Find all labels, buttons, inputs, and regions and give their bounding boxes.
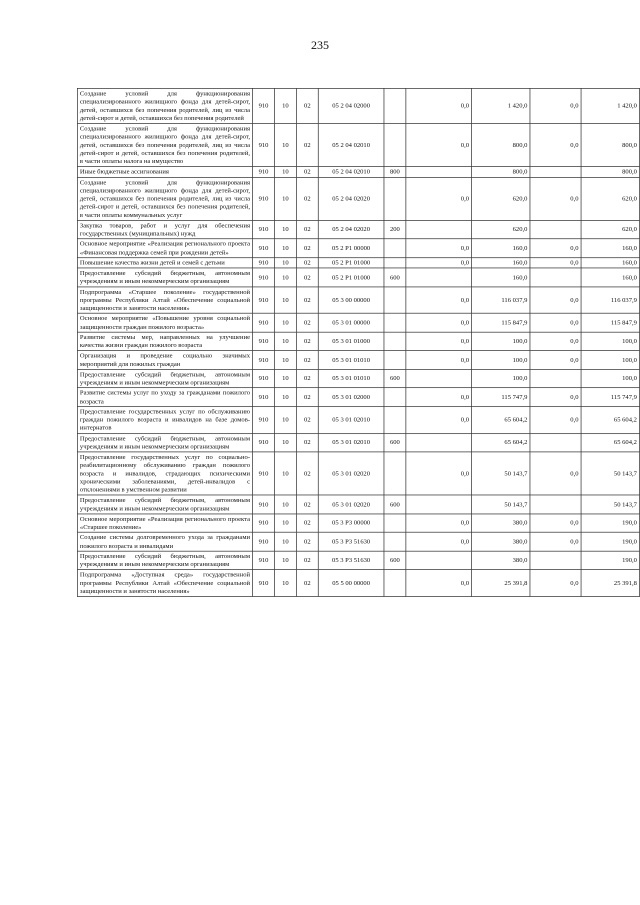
row-vr — [384, 258, 406, 268]
row-vr: 600 — [384, 369, 406, 388]
row-v1: 0,0 — [406, 406, 472, 433]
row-v4: 100,0 — [581, 369, 639, 388]
row-csr: 05 2 P1 00000 — [318, 239, 384, 258]
row-v4: 190,0 — [581, 551, 639, 570]
row-name: Иные бюджетные ассигнования — [77, 167, 252, 177]
row-pr: 02 — [296, 123, 318, 166]
row-rz: 10 — [274, 239, 296, 258]
row-v1: 0,0 — [406, 88, 472, 123]
row-csr: 05 3 01 02010 — [318, 406, 384, 433]
row-pr: 02 — [296, 495, 318, 514]
row-v2: 115 847,9 — [472, 313, 530, 332]
row-vr — [384, 313, 406, 332]
row-vr — [384, 570, 406, 597]
row-name: Подпрограмма «Доступная среда» государственной программы Республики Алтай «Обеспечение социальной защищенности и занятости населения» — [77, 570, 252, 597]
row-gr: 910 — [253, 452, 275, 495]
row-pr: 02 — [296, 433, 318, 452]
row-gr: 910 — [253, 351, 275, 370]
row-name: Развитие системы услуг по уходу за гражданами пожилого возраста — [77, 388, 252, 407]
row-gr: 910 — [253, 123, 275, 166]
row-name: Предоставление субсидий бюджетным, автономным учреждениям и иным некоммерческим организациям — [77, 433, 252, 452]
row-v2: 25 391,8 — [472, 570, 530, 597]
row-v4: 160,0 — [581, 268, 639, 287]
row-name: Предоставление субсидий бюджетным, автономным учреждениям и иным некоммерческим организациям — [77, 268, 252, 287]
row-vr: 200 — [384, 220, 406, 239]
row-v3: 0,0 — [530, 239, 581, 258]
row-v1: 0,0 — [406, 388, 472, 407]
row-rz: 10 — [274, 177, 296, 220]
table-row — [77, 258, 639, 268]
row-vr: 600 — [384, 495, 406, 514]
row-name: Предоставление субсидий бюджетным, автономным учреждениям и иным некоммерческим организациям — [77, 495, 252, 514]
row-v1: 0,0 — [406, 570, 472, 597]
row-gr: 910 — [253, 177, 275, 220]
row-csr: 05 2 04 02020 — [318, 220, 384, 239]
row-v3: 0,0 — [530, 388, 581, 407]
row-v3: 0,0 — [530, 514, 581, 533]
row-v1: 0,0 — [406, 532, 472, 551]
row-pr: 02 — [296, 287, 318, 314]
row-name: Предоставление субсидий бюджетным, автономным учреждениям и иным некоммерческим организациям — [77, 369, 252, 388]
row-rz: 10 — [274, 570, 296, 597]
row-v3 — [530, 495, 581, 514]
page-number: 235 — [311, 38, 329, 52]
row-csr: 05 5 00 00000 — [318, 570, 384, 597]
row-csr: 05 3 01 02020 — [318, 452, 384, 495]
table-row — [77, 88, 639, 123]
row-gr: 910 — [253, 406, 275, 433]
row-v4: 620,0 — [581, 220, 639, 239]
row-v3: 0,0 — [530, 532, 581, 551]
row-rz: 10 — [274, 532, 296, 551]
row-v3: 0,0 — [530, 332, 581, 351]
row-name: Закупка товаров, работ и услуг для обеспечения государственных (муниципальных) нужд — [77, 220, 252, 239]
row-name: Основное мероприятие «Повышение уровня социальной защищенности граждан пожилого возраста» — [77, 313, 252, 332]
row-gr: 910 — [253, 570, 275, 597]
row-csr: 05 2 04 02000 — [318, 88, 384, 123]
row-vr: 600 — [384, 551, 406, 570]
row-pr: 02 — [296, 167, 318, 177]
row-pr: 02 — [296, 570, 318, 597]
row-rz: 10 — [274, 433, 296, 452]
table-row — [77, 177, 639, 220]
row-v1 — [406, 369, 472, 388]
row-pr: 02 — [296, 88, 318, 123]
row-v1: 0,0 — [406, 452, 472, 495]
table-row — [77, 268, 639, 287]
row-vr — [384, 388, 406, 407]
row-vr — [384, 332, 406, 351]
row-v1: 0,0 — [406, 287, 472, 314]
row-rz: 10 — [274, 287, 296, 314]
row-rz: 10 — [274, 88, 296, 123]
row-csr: 05 2 P1 01000 — [318, 268, 384, 287]
row-csr: 05 3 01 00000 — [318, 313, 384, 332]
row-name: Создание условий для функционирования специализированного жилищного фонда для детей-сирот, детей, оставшихся без попечения родителей, лиц из числа детей-сирот и детей, оставшихся без попечения родителей, в части оплаты коммунальных услуг — [77, 177, 252, 220]
row-v4: 1 420,0 — [581, 88, 639, 123]
row-gr: 910 — [253, 88, 275, 123]
row-gr: 910 — [253, 268, 275, 287]
row-pr: 02 — [296, 532, 318, 551]
row-v1: 0,0 — [406, 258, 472, 268]
row-name: Развитие системы мер, направленных на улучшение качества жизни граждан пожилого возраста — [77, 332, 252, 351]
row-pr: 02 — [296, 388, 318, 407]
row-rz: 10 — [274, 514, 296, 533]
row-v4: 50 143,7 — [581, 452, 639, 495]
row-v3: 0,0 — [530, 287, 581, 314]
row-csr: 05 3 01 01010 — [318, 351, 384, 370]
row-gr: 910 — [253, 313, 275, 332]
row-vr — [384, 452, 406, 495]
row-vr — [384, 239, 406, 258]
row-pr: 02 — [296, 239, 318, 258]
row-v3: 0,0 — [530, 570, 581, 597]
row-gr: 910 — [253, 514, 275, 533]
row-name: Создание условий для функционирования специализированного жилищного фонда для детей-сирот, детей, оставшихся без попечения родителей, лиц из числа детей-сирот и детей, оставшихся без попечения родителей — [77, 88, 252, 123]
row-csr: 05 3 01 02010 — [318, 433, 384, 452]
row-rz: 10 — [274, 268, 296, 287]
row-name: Предоставление государственных услуг по обслуживанию граждан пожилого возраста и инвалидов на базе домов-интернатов — [77, 406, 252, 433]
row-gr: 910 — [253, 287, 275, 314]
row-v2: 380,0 — [472, 514, 530, 533]
budget-table — [77, 88, 640, 597]
row-v4: 115 847,9 — [581, 313, 639, 332]
row-gr: 910 — [253, 258, 275, 268]
row-csr: 05 3 P3 00000 — [318, 514, 384, 533]
row-rz: 10 — [274, 495, 296, 514]
row-csr: 05 3 00 00000 — [318, 287, 384, 314]
table-row — [77, 167, 639, 177]
row-v4: 160,0 — [581, 239, 639, 258]
row-v4: 115 747,9 — [581, 388, 639, 407]
row-vr: 600 — [384, 433, 406, 452]
row-v3: 0,0 — [530, 351, 581, 370]
row-v2: 800,0 — [472, 167, 530, 177]
row-v1 — [406, 433, 472, 452]
row-v3 — [530, 433, 581, 452]
row-name: Предоставление субсидий бюджетным, автономным учреждениям и иным некоммерческим организациям — [77, 551, 252, 570]
row-pr: 02 — [296, 452, 318, 495]
row-v2: 160,0 — [472, 258, 530, 268]
row-gr: 910 — [253, 495, 275, 514]
row-csr: 05 3 P3 51630 — [318, 532, 384, 551]
row-v2: 1 420,0 — [472, 88, 530, 123]
row-name: Подпрограмма «Старшее поколение» государственной программы Республики Алтай «Обеспечение социальной защищенности и занятости населения» — [77, 287, 252, 314]
row-name: Повышение качества жизни детей и семей с детьми — [77, 258, 252, 268]
row-v2: 620,0 — [472, 220, 530, 239]
row-gr: 910 — [253, 332, 275, 351]
table-row — [77, 332, 639, 351]
row-v3: 0,0 — [530, 406, 581, 433]
row-v3 — [530, 167, 581, 177]
table-row — [77, 406, 639, 433]
row-v1 — [406, 268, 472, 287]
row-rz: 10 — [274, 167, 296, 177]
table-row — [77, 287, 639, 314]
row-pr: 02 — [296, 177, 318, 220]
row-csr: 05 3 01 01000 — [318, 332, 384, 351]
row-vr — [384, 406, 406, 433]
table-row — [77, 570, 639, 597]
row-v3: 0,0 — [530, 313, 581, 332]
row-v3: 0,0 — [530, 88, 581, 123]
row-v2: 800,0 — [472, 123, 530, 166]
row-rz: 10 — [274, 452, 296, 495]
row-pr: 02 — [296, 551, 318, 570]
row-v2: 100,0 — [472, 369, 530, 388]
row-v3 — [530, 551, 581, 570]
row-gr: 910 — [253, 532, 275, 551]
row-csr: 05 2 04 02010 — [318, 167, 384, 177]
row-v1: 0,0 — [406, 177, 472, 220]
row-pr: 02 — [296, 351, 318, 370]
row-vr — [384, 532, 406, 551]
row-v2: 160,0 — [472, 239, 530, 258]
table-row — [77, 239, 639, 258]
row-name: Основное мероприятие «Реализация регионального проекта «Старшее поколение» — [77, 514, 252, 533]
row-gr: 910 — [253, 167, 275, 177]
row-pr: 02 — [296, 258, 318, 268]
row-vr — [384, 514, 406, 533]
row-gr: 910 — [253, 220, 275, 239]
row-v4: 100,0 — [581, 351, 639, 370]
row-rz: 10 — [274, 406, 296, 433]
table-row — [77, 351, 639, 370]
row-v1: 0,0 — [406, 123, 472, 166]
row-v4: 65 604,2 — [581, 433, 639, 452]
row-v4: 190,0 — [581, 532, 639, 551]
row-gr: 910 — [253, 551, 275, 570]
table-row — [77, 495, 639, 514]
row-v2: 620,0 — [472, 177, 530, 220]
row-csr: 05 3 01 01010 — [318, 369, 384, 388]
table-row — [77, 388, 639, 407]
row-csr: 05 2 04 02010 — [318, 123, 384, 166]
row-vr: 800 — [384, 167, 406, 177]
row-v2: 50 143,7 — [472, 452, 530, 495]
row-rz: 10 — [274, 388, 296, 407]
row-v4: 116 037,9 — [581, 287, 639, 314]
row-pr: 02 — [296, 369, 318, 388]
row-v3: 0,0 — [530, 177, 581, 220]
table-row — [77, 433, 639, 452]
row-v3: 0,0 — [530, 452, 581, 495]
table-row — [77, 369, 639, 388]
row-v1 — [406, 167, 472, 177]
row-vr — [384, 177, 406, 220]
row-pr: 02 — [296, 220, 318, 239]
row-name: Основное мероприятие «Реализация регионального проекта «Финансовая поддержка семей при рождении детей» — [77, 239, 252, 258]
row-rz: 10 — [274, 551, 296, 570]
row-name: Предоставление государственных услуг по социально-реабилитационному обслуживанию граждан пожилого возраста и инвалидов, страдающих психическими хроническими заболеваниями, детей-инвалидов с отклонениями в умственном развитии — [77, 452, 252, 495]
row-name: Создание системы долговременного ухода за гражданами пожилого возраста и инвалидами — [77, 532, 252, 551]
row-vr — [384, 287, 406, 314]
row-v3: 0,0 — [530, 123, 581, 166]
table-row — [77, 551, 639, 570]
row-v4: 800,0 — [581, 167, 639, 177]
row-name: Создание условий для функционирования специализированного жилищного фонда для детей-сирот, детей, оставшихся без попечения родителей, лиц из числа детей-сирот и детей, оставшихся без попечения родителей, в части оплаты налога на имущество — [77, 123, 252, 166]
table-row — [77, 123, 639, 166]
table-row — [77, 220, 639, 239]
row-v4: 65 604,2 — [581, 406, 639, 433]
row-rz: 10 — [274, 369, 296, 388]
row-vr: 600 — [384, 268, 406, 287]
row-pr: 02 — [296, 514, 318, 533]
row-v4: 190,0 — [581, 514, 639, 533]
row-v2: 100,0 — [472, 332, 530, 351]
row-vr — [384, 88, 406, 123]
row-v4: 100,0 — [581, 332, 639, 351]
row-v1 — [406, 551, 472, 570]
row-v4: 620,0 — [581, 177, 639, 220]
row-pr: 02 — [296, 313, 318, 332]
row-v3 — [530, 220, 581, 239]
row-gr: 910 — [253, 369, 275, 388]
row-vr — [384, 123, 406, 166]
row-v2: 160,0 — [472, 268, 530, 287]
row-v1 — [406, 495, 472, 514]
table-row — [77, 514, 639, 533]
row-csr: 05 3 01 02000 — [318, 388, 384, 407]
row-v1: 0,0 — [406, 514, 472, 533]
row-v3 — [530, 268, 581, 287]
row-v2: 65 604,2 — [472, 433, 530, 452]
row-csr: 05 2 04 02020 — [318, 177, 384, 220]
row-v2: 65 604,2 — [472, 406, 530, 433]
table-row — [77, 313, 639, 332]
row-v1: 0,0 — [406, 351, 472, 370]
row-v3 — [530, 369, 581, 388]
row-v2: 100,0 — [472, 351, 530, 370]
budget-table-body — [77, 88, 639, 596]
row-csr: 05 3 P3 51630 — [318, 551, 384, 570]
row-pr: 02 — [296, 268, 318, 287]
row-v1: 0,0 — [406, 313, 472, 332]
row-v2: 380,0 — [472, 551, 530, 570]
row-rz: 10 — [274, 258, 296, 268]
row-v4: 160,0 — [581, 258, 639, 268]
row-v2: 50 143,7 — [472, 495, 530, 514]
row-name: Организация и проведение социально значимых мероприятий для пожилых граждан — [77, 351, 252, 370]
row-v4: 800,0 — [581, 123, 639, 166]
row-v3: 0,0 — [530, 258, 581, 268]
row-rz: 10 — [274, 313, 296, 332]
row-rz: 10 — [274, 332, 296, 351]
row-v2: 380,0 — [472, 532, 530, 551]
row-v1: 0,0 — [406, 332, 472, 351]
row-v2: 116 037,9 — [472, 287, 530, 314]
row-rz: 10 — [274, 220, 296, 239]
row-v4: 25 391,8 — [581, 570, 639, 597]
row-rz: 10 — [274, 351, 296, 370]
row-vr — [384, 351, 406, 370]
table-row — [77, 452, 639, 495]
table-row — [77, 532, 639, 551]
row-pr: 02 — [296, 332, 318, 351]
row-v4: 50 143,7 — [581, 495, 639, 514]
row-rz: 10 — [274, 123, 296, 166]
row-gr: 910 — [253, 433, 275, 452]
row-gr: 910 — [253, 388, 275, 407]
row-v1 — [406, 220, 472, 239]
row-csr: 05 2 P1 01000 — [318, 258, 384, 268]
row-v1: 0,0 — [406, 239, 472, 258]
row-pr: 02 — [296, 406, 318, 433]
row-gr: 910 — [253, 239, 275, 258]
row-csr: 05 3 01 02020 — [318, 495, 384, 514]
row-v2: 115 747,9 — [472, 388, 530, 407]
